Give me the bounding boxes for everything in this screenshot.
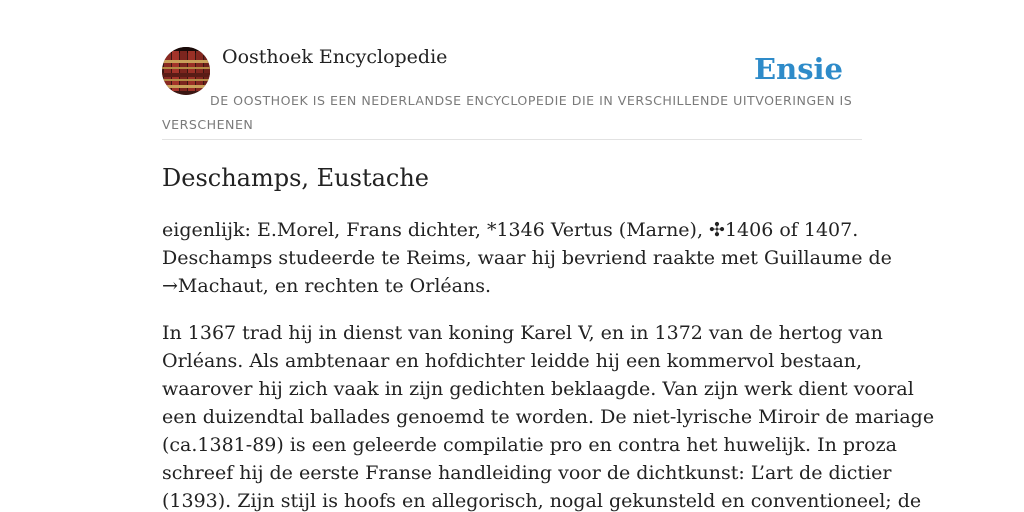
paragraph-text: , en rechten te Orléans.	[262, 275, 491, 297]
paragraph-line: schreef hij de eerste Franse handleiding voor de dichtkunst: L’art de dictier	[162, 462, 892, 484]
paragraph-line: eigenlijk: E.Morel, Frans dichter, *1346 Vertus (Marne), ✣1406 of 1407.	[162, 219, 859, 241]
paragraph-line: (ca.1381-89) is een geleerde compilatie pro en contra het huwelijk. In proza	[162, 434, 897, 456]
machaut-link[interactable]: →Machaut	[162, 275, 263, 297]
article-title: Deschamps, Eustache	[162, 164, 430, 192]
paragraph-line: Deschamps studeerde te Reims, waar hij bevriend raakte met Guillaume de	[162, 247, 892, 269]
paragraph-line: Orléans. Als ambtenaar en hofdichter leidde hij een kommervol bestaan,	[162, 350, 863, 372]
paragraph-line	[162, 272, 862, 300]
article-paragraph-2	[162, 319, 935, 512]
books-icon	[162, 47, 210, 95]
page	[162, 0, 935, 512]
site-tagline: DE OOSTHOEK IS EEN NEDERLANDSE ENCYCLOPEDIE DIE IN VERSCHILLENDE UITVOERINGEN IS VERSCHENEN	[162, 93, 853, 132]
paragraph-line: In 1367 trad hij in dienst van koning Karel V, en in 1372 van de hertog van	[162, 322, 883, 344]
paragraph-line: (1393). Zijn stijl is hoofs en allegorisch, nogal gekunsteld en conventioneel; de	[162, 490, 922, 512]
article-paragraph-1	[162, 216, 892, 300]
paragraph-line: een duizendtal ballades genoemd te worden. De niet-lyrische Miroir de mariage	[162, 406, 935, 428]
site-logo-avatar[interactable]	[162, 47, 210, 95]
paragraph-line: waarover hij zich vaak in zijn gedichten beklaagde. Van zijn werk dient vooral	[162, 378, 914, 400]
brand-logo-link[interactable]: Ensie	[754, 52, 843, 86]
header-divider	[162, 139, 862, 140]
site-name-link[interactable]: Oosthoek Encyclopedie	[222, 46, 448, 68]
